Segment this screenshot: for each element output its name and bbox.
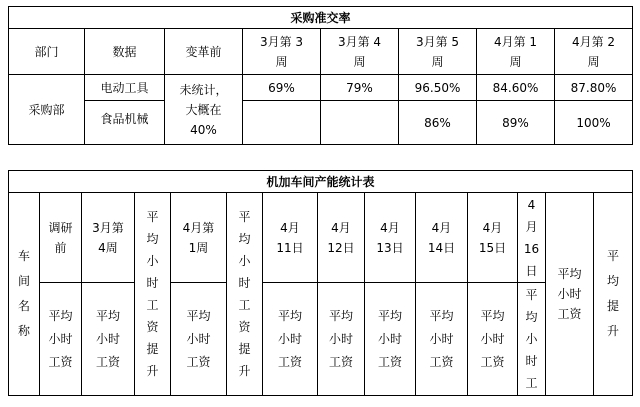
header-apr-12: 4月 12日 <box>318 193 365 283</box>
cell-food-machinery-apr-w2: 100% <box>555 101 633 145</box>
sub-wage-apr-14: 平均 小时 工资 <box>416 283 468 396</box>
header-wage-increase-2: 平 均 小 时 工 资 提 升 <box>227 193 263 396</box>
header-apr-w1: 4月第 1周 <box>171 193 227 283</box>
header-data: 数据 <box>85 29 165 75</box>
row-label-food-machinery: 食品机械 <box>85 101 165 145</box>
procurement-on-time-table <box>8 6 633 145</box>
sub-wage-apr-16: 平 均 小 时 工 <box>518 283 546 396</box>
header-apr-11: 4月 11日 <box>263 193 318 283</box>
header-before: 变革前 <box>165 29 243 75</box>
header-mar-w5: 3月第 5 周 <box>399 29 477 75</box>
header-mar-w4: 3月第 4周 <box>82 193 135 283</box>
department-name: 采购部 <box>9 75 85 145</box>
cell-food-machinery-w3 <box>243 101 321 145</box>
cell-power-tools-apr-w2: 87.80% <box>555 75 633 101</box>
table1-title: 采购准交率 <box>9 7 633 29</box>
header-avg-increase: 平 均 提 升 <box>594 193 633 396</box>
cell-food-machinery-apr-w1: 89% <box>477 101 555 145</box>
cell-power-tools-w5: 96.50% <box>399 75 477 101</box>
row-label-power-tools: 电动工具 <box>85 75 165 101</box>
header-mar-w4: 3月第 4 周 <box>321 29 399 75</box>
header-apr-14: 4月 14日 <box>416 193 468 283</box>
header-apr-15: 4月 15日 <box>468 193 518 283</box>
header-mar-w3: 3月第 3 周 <box>243 29 321 75</box>
machining-capacity-table <box>8 170 633 396</box>
cell-food-machinery-w5: 86% <box>399 101 477 145</box>
sub-wage-apr-13: 平均 小时 工资 <box>365 283 416 396</box>
header-avg-hourly-wage: 平均 小时 工资 <box>546 193 594 396</box>
sub-wage-pre-survey: 平均 小时 工资 <box>40 283 82 396</box>
sub-wage-apr-12: 平均 小时 工资 <box>318 283 365 396</box>
cell-power-tools-apr-w1: 84.60% <box>477 75 555 101</box>
header-pre-survey: 调研 前 <box>40 193 82 283</box>
cell-food-machinery-w4 <box>321 101 399 145</box>
header-apr-w2: 4月第 2 周 <box>555 29 633 75</box>
workshop-name-header: 车 间 名 称 <box>9 193 40 396</box>
header-department: 部门 <box>9 29 85 75</box>
header-apr-16: 4 月 16 日 <box>518 193 546 283</box>
before-value: 未统计， 大概在 40% <box>165 75 243 145</box>
table2-title: 机加车间产能统计表 <box>9 171 633 193</box>
sub-wage-apr-11: 平均 小时 工资 <box>263 283 318 396</box>
sub-wage-apr-w1: 平均 小时 工资 <box>171 283 227 396</box>
sub-wage-mar-w4: 平均 小时 工资 <box>82 283 135 396</box>
cell-power-tools-w3: 69% <box>243 75 321 101</box>
header-wage-increase-1: 平 均 小 时 工 资 提 升 <box>135 193 171 396</box>
cell-power-tools-w4: 79% <box>321 75 399 101</box>
header-apr-13: 4月 13日 <box>365 193 416 283</box>
header-apr-w1: 4月第 1 周 <box>477 29 555 75</box>
sub-wage-apr-15: 平均 小时 工资 <box>468 283 518 396</box>
